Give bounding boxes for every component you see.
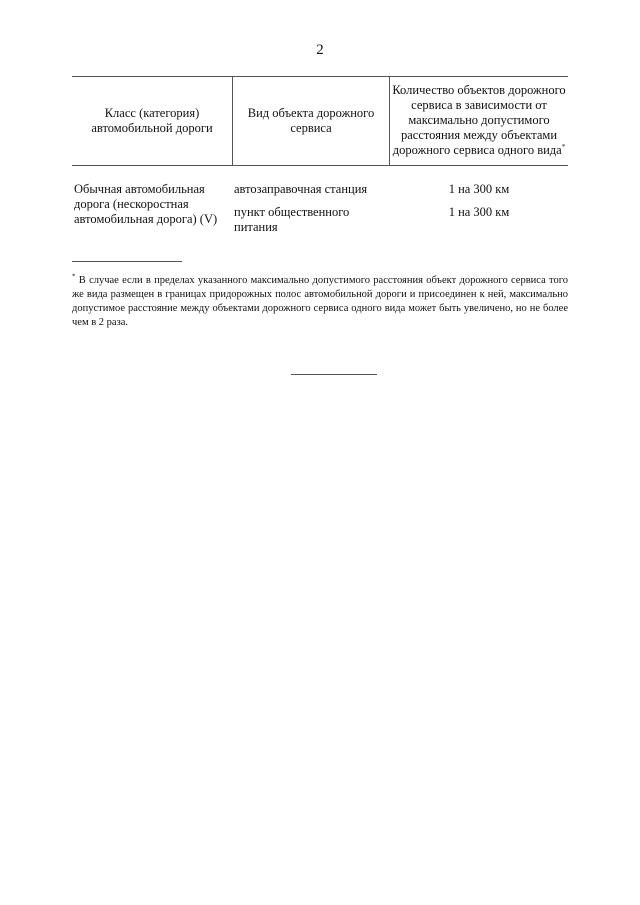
road-class-cell: Обычная автомобильная дорога (нескоростная автомобильная дорога) (V) [74,182,218,226]
header-object-count-text: Количество объектов дорожного сервиса в зависимости от максимально допустимого расстояния между объектами дорожного сервиса одного вида [392,83,566,157]
header-object-count-content [390,83,568,158]
count-cell-catering: 1 на 300 км [448,205,510,219]
header-object-type-text: Вид объекта дорожного сервиса [247,105,375,135]
count-cell-fuel-station: 1 на 300 км [448,182,510,196]
object-cell-catering: пункт общественного питания [234,205,350,234]
header-road-class [72,76,232,165]
page-number: 2 [316,42,324,58]
footnote-separator [72,261,182,262]
footnote-marker: * [72,272,76,281]
header-object-count [390,76,568,165]
footnote [72,274,568,330]
header-footnote-marker: * [561,142,566,151]
header-bottom-rule [72,165,568,166]
header-road-class-text: Класс (категория) автомобильной дороги [91,105,213,135]
header-object-type [233,76,389,165]
footnote-text: В случае если в пределах указанного максимально допустимого расстояния объект дорожного сервиса того же вида размещен в границах придорожных полос автомобильной дороги и присоединен к ней, максимально допустимое расстояние между объектами дорожного сервиса одного вида может быть увеличено, но не более чем в 2 раза. [72,275,569,328]
end-of-document-line [291,374,377,375]
object-cell-fuel-station: автозаправочная станция [234,182,368,196]
